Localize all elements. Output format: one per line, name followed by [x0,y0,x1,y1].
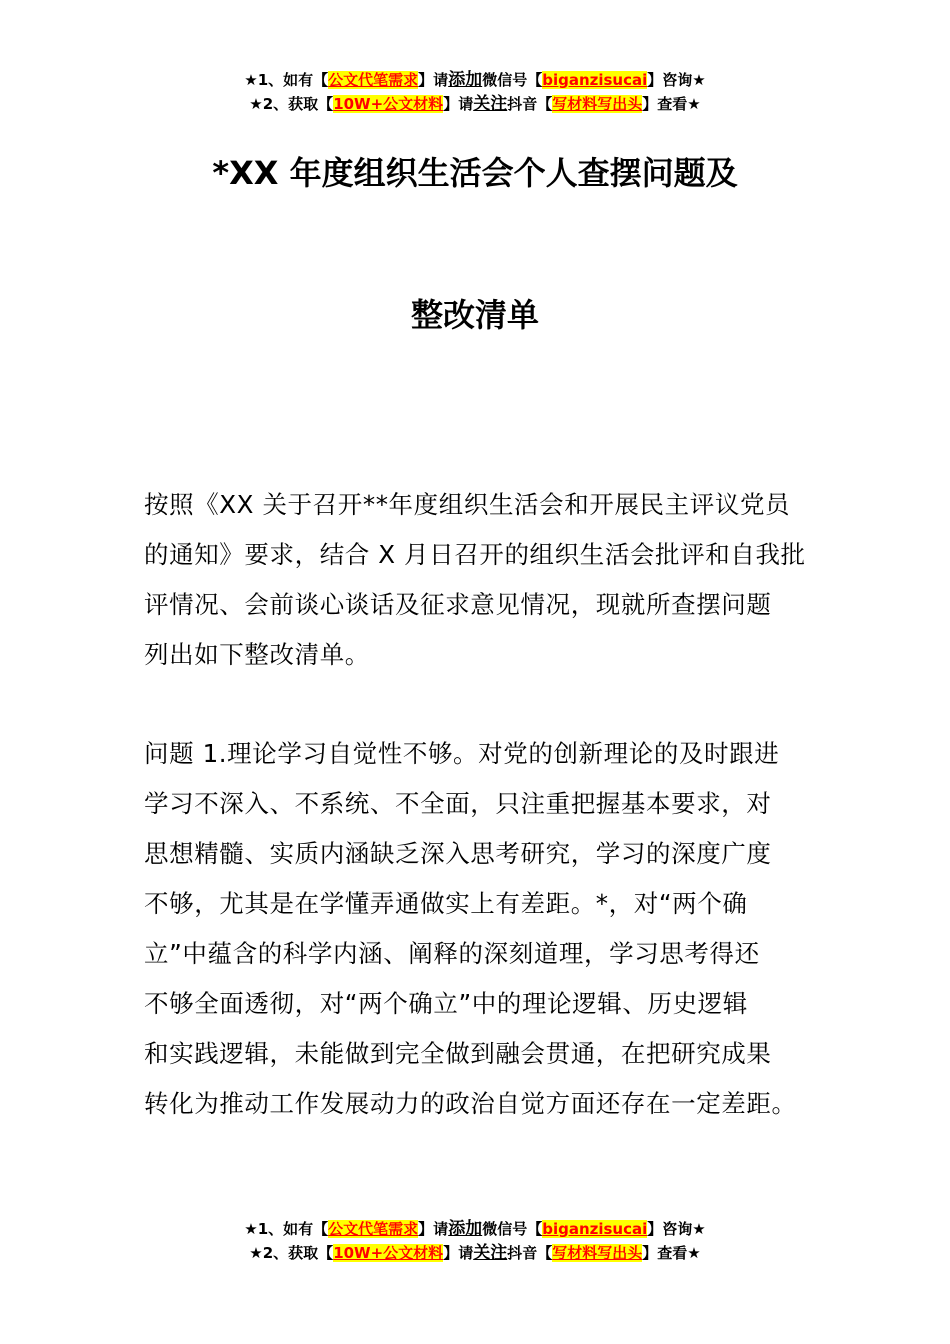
promo-emphasis: 添加 [448,70,483,90]
page-title-line-2: 整改清单 [410,296,539,334]
text-line: 列出如下整改清单。 [144,640,370,669]
promo-text: ★2、获取【 [249,1244,334,1262]
problem-1-paragraph [144,729,824,1129]
intro-paragraph [144,480,824,680]
text-line: 不够全面透彻，对“两个确立”中的理论逻辑、历史逻辑 [144,989,748,1018]
promo-text: 】查看★ [642,95,701,113]
promo-highlight: 写材料写出头 [552,1244,643,1262]
promo-header [0,68,950,116]
text-line: 思想精髓、实质内涵缺乏深入思考研究，学习的深度广度 [144,839,772,868]
promo-text: 】请 [418,1220,449,1238]
promo-line-2 [0,92,950,116]
text-line: 按照《XX 关于召开**年度组织生活会和开展民主评议党员 [144,490,791,519]
promo-emphasis: 关注 [473,1243,508,1263]
promo-text: 抖音【 [507,95,553,113]
text-line: 立”中蕴含的科学内涵、阐释的深刻道理，学习思考得还 [144,939,760,968]
promo-emphasis: 添加 [448,1219,483,1239]
promo-text: 微信号【 [482,71,543,89]
promo-highlight: 写材料写出头 [552,95,643,113]
text-line: 问题 1.理论学习自觉性不够。对党的创新理论的及时跟进 [144,739,780,768]
promo-highlight: 10W+公文材料 [333,95,444,113]
promo-highlight: 公文代笔需求 [328,1220,419,1238]
promo-text: ★2、获取【 [249,95,334,113]
promo-text: 】咨询★ [647,71,706,89]
promo-line-1 [0,1217,950,1241]
promo-highlight: biganzisucai [542,71,648,89]
text-line: 学习不深入、不系统、不全面，只注重把握基本要求，对 [144,789,772,818]
text-line: 和实践逻辑，未能做到完全做到融会贯通，在把研究成果 [144,1039,772,1068]
text-line: 转化为推动工作发展动力的政治自觉方面还存在一定差距。 [144,1089,797,1118]
promo-highlight: 公文代笔需求 [328,71,419,89]
text-line: 的通知》要求，结合 X 月日召开的组织生活会批评和自我批 [144,540,806,569]
page-title-line-1: *XX 年度组织生活会个人查摆问题及 [212,154,738,192]
promo-text: 抖音【 [507,1244,553,1262]
promo-emphasis: 关注 [473,94,508,114]
promo-highlight: 10W+公文材料 [333,1244,444,1262]
promo-highlight: biganzisucai [542,1220,648,1238]
text-line: 不够，尤其是在学懂弄通做实上有差距。*，对“两个确 [144,889,748,918]
promo-text: 】请 [418,71,449,89]
promo-footer [0,1217,950,1265]
text-line: 评情况、会前谈心谈话及征求意见情况，现就所查摆问题 [144,590,772,619]
promo-text: 微信号【 [482,1220,543,1238]
promo-line-1 [0,68,950,92]
promo-text: 】咨询★ [647,1220,706,1238]
promo-text: 】请 [443,1244,474,1262]
promo-text: 】请 [443,95,474,113]
promo-text: ★1、如有【 [244,71,329,89]
promo-text: 】查看★ [642,1244,701,1262]
promo-line-2 [0,1241,950,1265]
promo-text: ★1、如有【 [244,1220,329,1238]
